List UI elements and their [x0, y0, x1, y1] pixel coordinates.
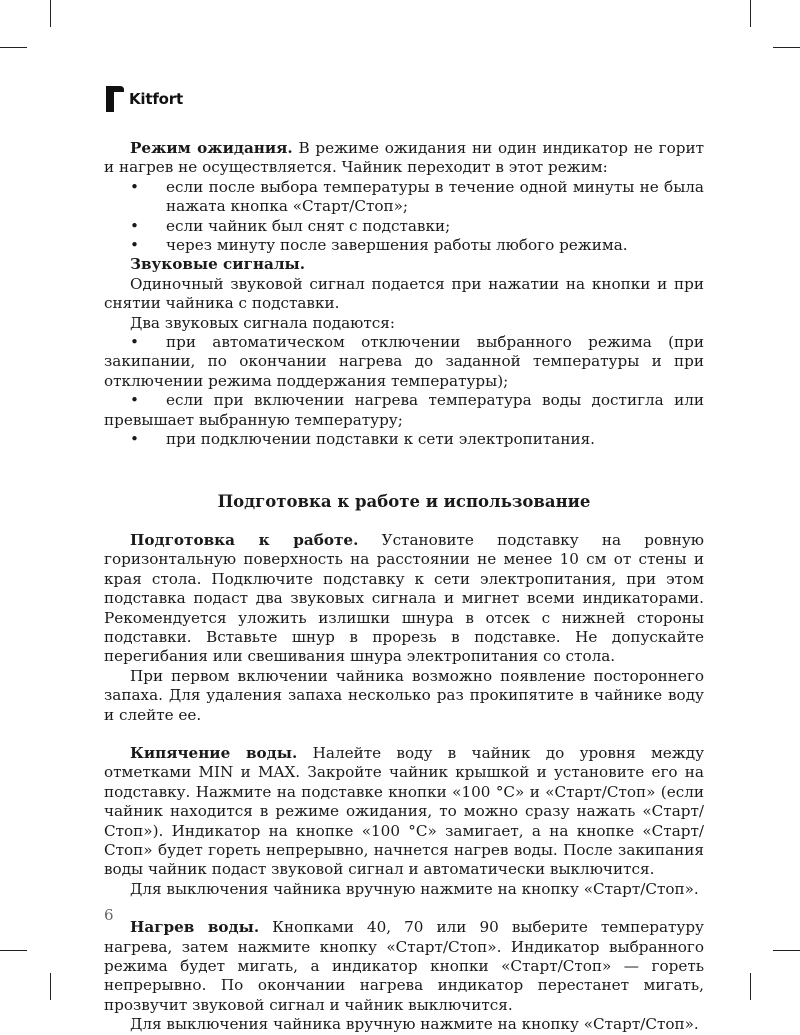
brand-name: Kitfort [129, 90, 183, 108]
spacer [104, 899, 704, 918]
crop-mark [50, 0, 51, 27]
standby-text: В режиме ожидания ни один индикатор не горит и нагрев не осуществляется. Чайник переходит в этот режим: [104, 139, 704, 177]
sounds-bullet-2: если при включении нагрева температура воды достигла или превышает выбранную температуру; [104, 391, 704, 429]
boil-title: Кипячение воды. [130, 743, 298, 762]
sounds-bullet-3: при подключении подставки к сети электропитания. [166, 430, 595, 449]
crop-mark [0, 47, 27, 48]
heat-text: Кнопками 40, 70 или 90 выберите температуру нагрева, затем нажмите кнопку «Старт/Стоп». Индикатор выбранного режима будет мигать, а индикатор кнопки «Старт/Стоп» — гореть непрерывно. По окончании нагрева индикатор перестанет мигать, прозвучит звуковой сигнал и чайник выключится. [104, 918, 704, 1014]
heat-title: Нагрев воды. [130, 918, 260, 937]
list-item: • при подключении подставки к сети электропитания. [104, 430, 704, 449]
prep-title: Подготовка к работе. [130, 530, 359, 549]
sounds-single: Одиночный звуковой сигнал подается при нажатии на кнопки и при снятии чайника с подставки. [104, 274, 704, 313]
heat-off: Для выключения чайника вручную нажмите на кнопку «Старт/Стоп». [130, 1015, 699, 1034]
heat-paragraph [104, 918, 704, 1015]
crop-mark [773, 47, 800, 48]
boil-text: Налейте воду в чайник до уровня между отметками MIN и MAX. Закройте чайник крышкой и установите его на подставку. Нажмите на подставке кнопки «100 °С» и «Старт/Стоп» (если чайник находится в режиме ожидания, то можно сразу нажать «Старт/Стоп»). Индикатор на кнопке «100 °С» замигает, а на кнопке «Старт/Стоп» будет гореть непрерывно, начнется нагрев воды. После закипания воды чайник подаст звуковой сигнал и автоматически выключится. [104, 743, 705, 879]
prep-paragraph [104, 531, 704, 667]
boil-paragraph [104, 744, 704, 880]
spacer [104, 725, 704, 744]
list-item: • через минуту после завершения работы любого режима. [104, 236, 704, 255]
crop-mark [750, 973, 751, 1000]
crop-mark [773, 950, 800, 951]
standby-title: Режим ожидания. [130, 139, 293, 157]
sounds-title: Звуковые сигналы. [130, 255, 306, 274]
prep-text: Установите подставку на ровную горизонтальную поверхность на расстоянии не менее 10 см от стены и края стола. Подключите подставку к сети электропитания, при этом подставка подаст два звуковых сигнала и мигнет всеми индикаторами. Рекомендуется уложить излишки шнура в отсек с нижней стороны подставки. Вставьте шнур в прорезь в подставке. Не допускайте перегибания или свешивания шнура электропитания со стола. [104, 530, 705, 666]
list-item: • если при включении нагрева температура воды достигла или превышает выбранную температуру; [104, 391, 704, 429]
brand-logo [104, 84, 183, 114]
page-number: 6 [104, 906, 114, 924]
section-heading: Подготовка к работе и использование [217, 491, 591, 511]
boil-off: Для выключения чайника вручную нажмите на кнопку «Старт/Стоп». [130, 879, 699, 898]
list-item: • при автоматическом отключении выбранного режима (при закипании, по окончании нагрева до заданной температуры и при отключении режима поддержания температуры); [104, 333, 704, 390]
list-item: • если чайник был снят с подставки; [104, 217, 704, 236]
prep-smell: При первом включении чайника возможно появление постороннего запаха. Для удаления запаха несколько раз прокипятите в чайнике воду и слейте ее. [104, 666, 704, 724]
sounds-bullet-1: при автоматическом отключении выбранного режима (при закипании, по окончании нагрева до заданной температуры и при отключении режима поддержания температуры); [104, 333, 704, 390]
standby-bullet-3: через минуту после завершения работы любого режима. [166, 236, 628, 255]
crop-mark [50, 973, 51, 1000]
standby-bullet-2: если чайник был снят с подставки; [166, 216, 451, 235]
kitfort-logo-icon [104, 84, 126, 114]
crop-mark [750, 0, 751, 27]
manual-page-content [104, 139, 704, 1035]
list-item: • если после выбора температуры в течение одной минуты не была нажата кнопка «Старт/Стоп»; [130, 177, 704, 216]
sounds-double-intro: Два звуковых сигнала подаются: [130, 313, 396, 332]
crop-mark [0, 950, 27, 951]
standby-bullet-1: если после выбора температуры в течение одной минуты не была нажата кнопка «Старт/Стоп»; [166, 177, 704, 216]
sounds-title-line [104, 255, 704, 274]
standby-paragraph [104, 139, 704, 178]
